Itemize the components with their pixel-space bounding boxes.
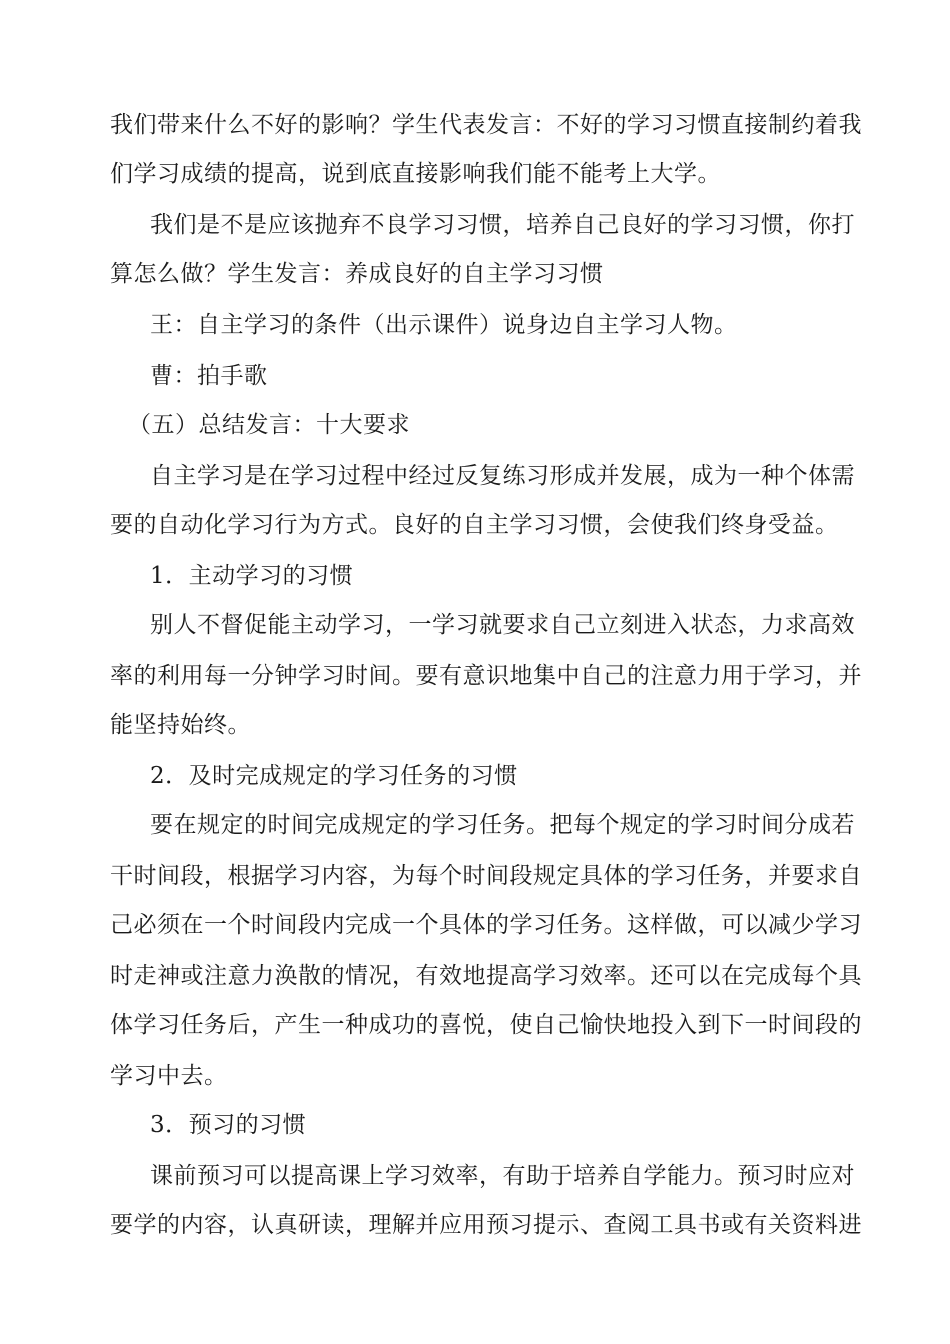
paragraph-line: 时走神或注意力涣散的情况，有效地提高学习效率。还可以在完成每个具 — [110, 963, 862, 989]
paragraph-line: 曹：拍手歌 — [150, 363, 268, 389]
paragraph-line: 别人不督促能主动学习，一学习就要求自己立刻进入状态，力求高效 — [150, 612, 855, 638]
paragraph-line: 王：自主学习的条件（出示课件）说身边自主学习人物。 — [150, 312, 738, 338]
paragraph-line: 自主学习是在学习过程中经过反复练习形成并发展，成为一种个体需 — [150, 463, 855, 489]
paragraph-line: 干时间段，根据学习内容，为每个时间段规定具体的学习任务，并要求自 — [110, 863, 862, 889]
list-heading: 3．预习的习惯 — [150, 1112, 307, 1138]
paragraph-line: 要学的内容，认真研读，理解并应用预习提示、查阅工具书或有关资料进 — [110, 1212, 862, 1238]
paragraph-line: 体学习任务后，产生一种成功的喜悦，使自己愉快地投入到下一时间段的 — [110, 1012, 862, 1038]
paragraph-line: 要的自动化学习行为方式。良好的自主学习习惯，会使我们终身受益。 — [110, 512, 839, 538]
paragraph-line: 算怎么做？学生发言：养成良好的自主学习习惯 — [110, 261, 604, 287]
paragraph-line: 我们带来什么不好的影响？学生代表发言：不好的学习习惯直接制约着我 — [110, 112, 862, 138]
paragraph-line: 能坚持始终。 — [110, 712, 251, 738]
section-heading: （五）总结发言：十大要求 — [128, 412, 410, 438]
paragraph-line: 学习中去。 — [110, 1063, 228, 1089]
paragraph-line: 们学习成绩的提高，说到底直接影响我们能不能考上大学。 — [110, 161, 721, 187]
paragraph-line: 课前预习可以提高课上学习效率，有助于培养自学能力。预习时应对 — [150, 1163, 855, 1189]
paragraph-line: 己必须在一个时间段内完成一个具体的学习任务。这样做，可以减少学习 — [110, 912, 862, 938]
list-heading: 2．及时完成规定的学习任务的习惯 — [150, 763, 518, 789]
list-heading: 1．主动学习的习惯 — [150, 563, 354, 589]
paragraph-line: 要在规定的时间完成规定的学习任务。把每个规定的学习时间分成若 — [150, 812, 855, 838]
paragraph-line: 率的利用每一分钟学习时间。要有意识地集中自己的注意力用于学习，并 — [110, 663, 862, 689]
paragraph-line: 我们是不是应该抛弃不良学习习惯，培养自己良好的学习习惯，你打 — [150, 212, 855, 238]
